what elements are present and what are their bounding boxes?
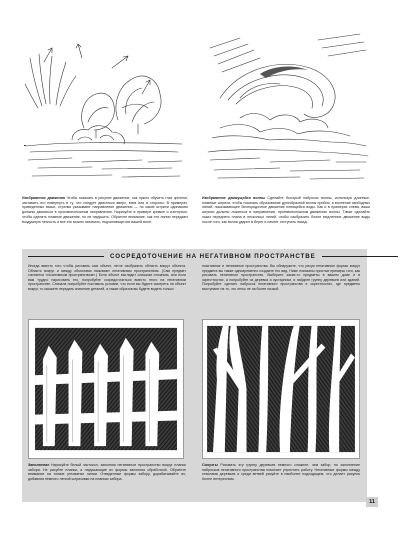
wave-drawing [200, 28, 372, 188]
caption-silhouettes-body: Рисовать эту группу деревьев немного сложнее, чем забор, но заполнение набросков негативного пространства помогает упростить работу. Негативные формы между стволами деревьев и среди ветвей рисуйте в наиболее подходящем, что делает рисунок более интересным. [202, 463, 360, 482]
caption-fill-body: Нарисуйте белый частокол, заполняя негативное пространство вокруг планок забора. Не рисуйте планки, а нарушающие их формы заполняя обработкой. Обратите внимание на тонкие угловатые линии. Отведенные формы забору, дорабатывайте их, добавляя немного легкой штриховки на планках забора. [28, 463, 186, 482]
section-text-right-body: позитивное и негативное пространства. Вы обнаружите, что рисуя негативные формы вокруг предмета вы также одновременно создаете его вид. Ниже показаны простые примеры того, как рисовать негативное пространство. Выберите какие-то предметы в вашем доме и в окрестностях, а попробуйте их деревья и кустарники, и найдите группу деревьев или зданий. Попробуйте сделать набросок негативного пространства в окрестностях, где предметы выступают на то, что легко не на более низкой. [202, 264, 360, 291]
fence-illustration-frame [28, 319, 184, 459]
caption-wave-title: Изображение движущейся волны [202, 196, 265, 200]
caption-fill [28, 463, 186, 499]
sketch-motion-trees [22, 28, 187, 188]
caption-fill-title: Заполнение [28, 463, 50, 467]
motion-trees-drawing [22, 28, 187, 188]
fence-drawing [29, 320, 183, 458]
caption-motion-body: Чтобы показать в рисунке движение, как нужно обучить глаз зрителя, заставить его повернуть в ту, что следует двигаться вверх, вниз или в стороны. В примерах, приведенных выше, стрелки указывают направление движения — но какие штрихи одинаково должны двигаться в противоположном направлении. Нарисуйте в примере кривые и изогнутые, чтобы сделать плавное движение, но не нарушить. Обратите внимание, как эти линии передают воздушную легкость и все это можно написать, подчиняющегося вашей воле. [22, 196, 188, 224]
section-text-left-body: Иногда вместо того чтобы рисовать сам объект, легче изобразить область вокруг объекта. Область вокруг и между объектами называют негативным пространством. (Сам предмет считается «позитивным пространством».) Если объект выглядит слишком сложным, или если вам трудно нарисовать его, попробуйте сосредоточиться вместо этого на негативном пространстве. Сначала попробуйте поставить условие, что если вы будете смотреть на объект вокруг, то сможете передать значение деталей, а также образов вы будете видеть только [28, 264, 186, 291]
caption-silhouettes [202, 463, 360, 499]
caption-motion-title: Изображение движения [22, 196, 65, 200]
sketch-wave [200, 28, 372, 188]
caption-wave [202, 196, 370, 242]
section-text-left [28, 264, 186, 312]
caption-silhouettes-title: Силуэты [202, 463, 218, 467]
section-title [22, 251, 367, 262]
section-text-right [202, 264, 360, 312]
caption-motion [22, 196, 188, 242]
trees-silhouette-drawing [203, 320, 359, 458]
caption-wave-body: Сделайте быстрый набросок волны, используя длинные, плавные штрихи, чтобы показать образование дугообразной волны прибоя, а волнение свободных линий, показывающее беспорядочное движение пенящейся воды. Как и в примерах слева, ваши штрихи должны ложиться в направлении, противоположном движению волны. Также сделайте эскиз переднего плана в несколько линий, чтобы изобразить более медленное движение воды после того, как волна ударит в берег и начнет отступать назад. [202, 196, 370, 224]
page-number: 11 [366, 497, 378, 507]
section-title-text: СОСРЕДОТОЧЕНИЕ НА НЕГАТИВНОМ ПРОСТРАНСТВЕ [110, 253, 316, 260]
title-rule-left [28, 256, 104, 257]
trees-illustration-frame [202, 319, 360, 459]
title-rule-right [322, 256, 398, 257]
